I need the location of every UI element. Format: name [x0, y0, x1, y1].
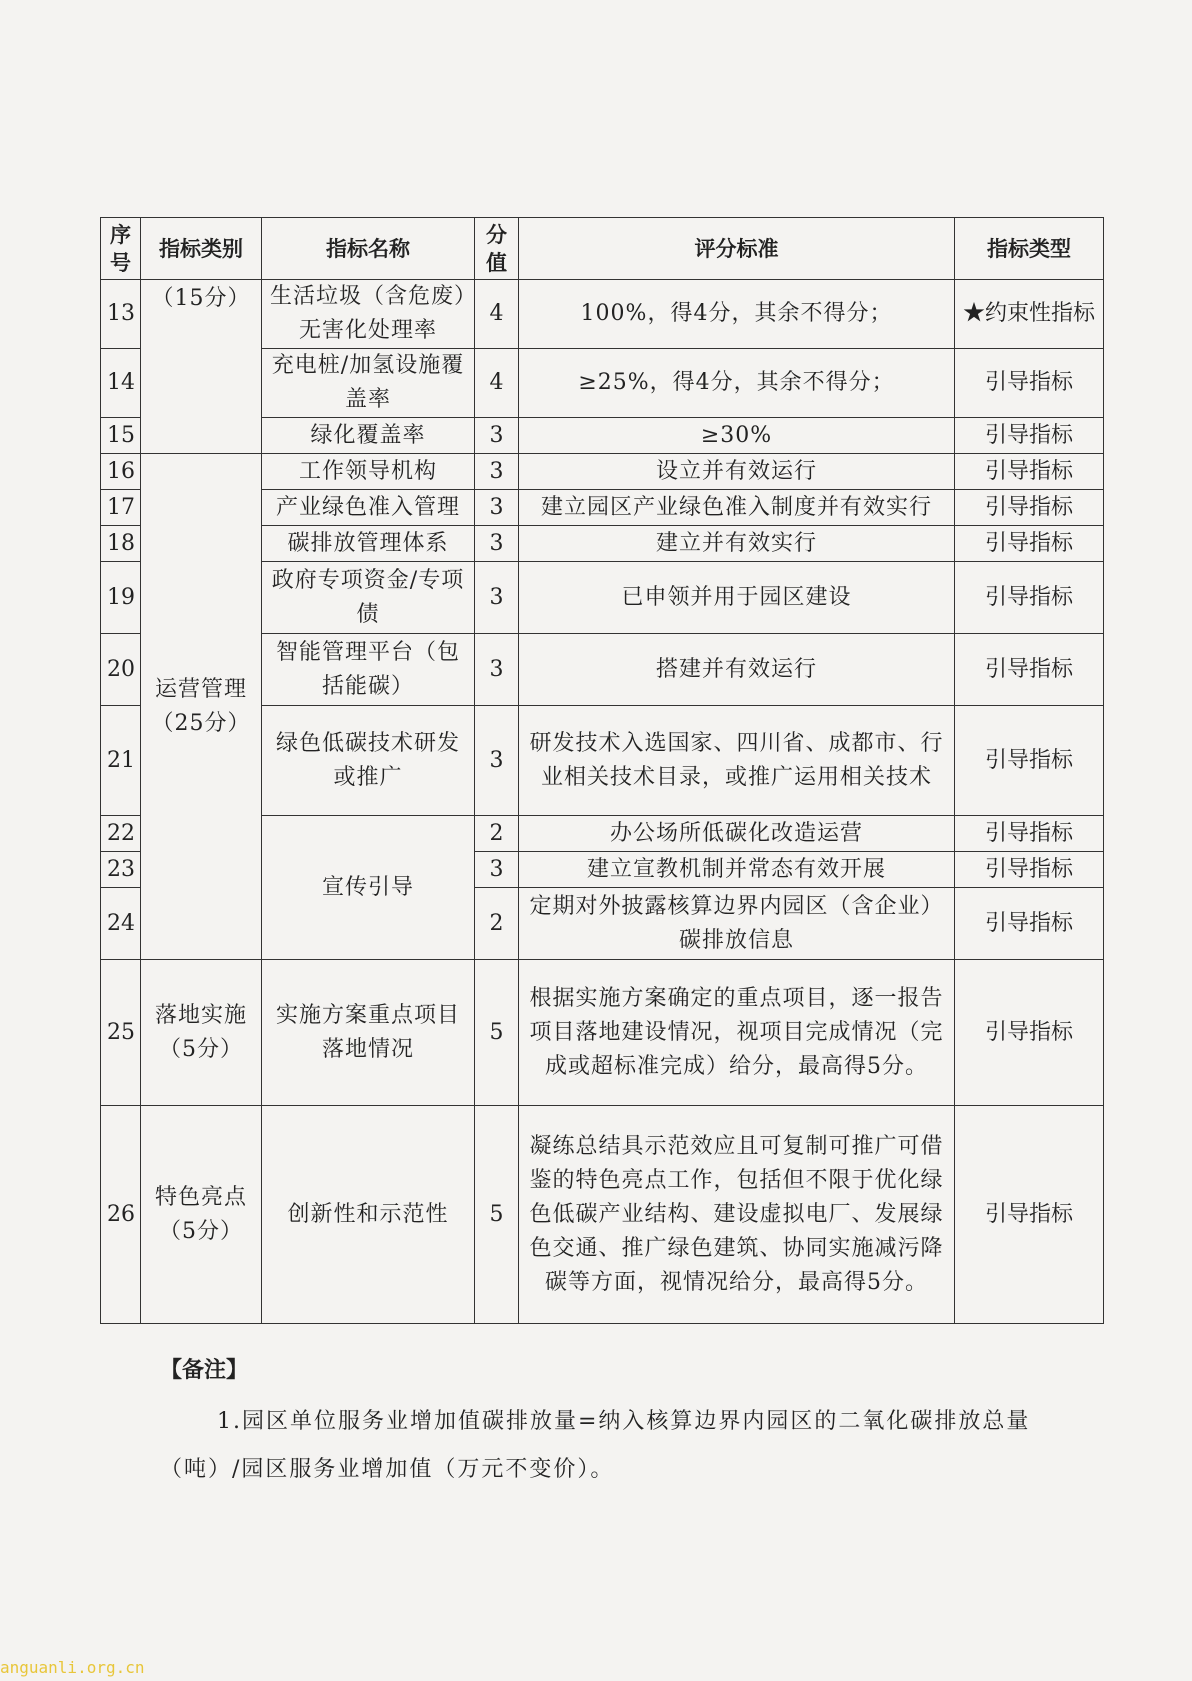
- row-seq: 18: [101, 526, 141, 562]
- header-score: 分 值: [475, 218, 519, 280]
- indicator-score: 3: [475, 634, 519, 706]
- indicator-type: 引导指标: [955, 888, 1104, 960]
- scoring-criteria: 研发技术入选国家、四川省、成都市、行业相关技术目录，或推广运用相关技术: [519, 706, 955, 816]
- header-type: 指标类型: [955, 218, 1104, 280]
- indicator-type: 引导指标: [955, 562, 1104, 634]
- indicator-type: 引导指标: [955, 852, 1104, 888]
- scoring-criteria: ≥30%: [519, 418, 955, 454]
- table-row: [101, 960, 1104, 1106]
- indicator-score: 3: [475, 562, 519, 634]
- table-row: [101, 1106, 1104, 1324]
- indicator-score: 3: [475, 454, 519, 490]
- table-row: [101, 454, 1104, 490]
- category-score: （5分）: [159, 1036, 243, 1062]
- scoring-criteria: 设立并有效运行: [519, 454, 955, 490]
- category-score: （5分）: [159, 1218, 243, 1244]
- indicator-name: 充电桩/加氢设施覆盖率: [262, 349, 475, 418]
- indicator-type: 引导指标: [955, 418, 1104, 454]
- indicator-score: 3: [475, 852, 519, 888]
- scoring-table: [100, 217, 1104, 1324]
- indicator-type: 引导指标: [955, 634, 1104, 706]
- scoring-criteria: 根据实施方案确定的重点项目，逐一报告项目落地建设情况，视项目完成情况（完成或超标准完成）给分，最高得5分。: [519, 960, 955, 1106]
- scoring-criteria: 建立宣教机制并常态有效开展: [519, 852, 955, 888]
- indicator-score: 4: [475, 280, 519, 349]
- category-name: 运营管理: [154, 676, 247, 702]
- indicator-type: 引导指标: [955, 454, 1104, 490]
- notes-title: 【备注】: [160, 1358, 249, 1383]
- scoring-criteria: 已申领并用于园区建设: [519, 562, 955, 634]
- row-seq: 19: [101, 562, 141, 634]
- indicator-name: 政府专项资金/专项债: [262, 562, 475, 634]
- indicator-type: 引导指标: [955, 960, 1104, 1106]
- indicator-name: 绿色低碳技术研发或推广: [262, 706, 475, 816]
- scoring-criteria: 100%，得4分，其余不得分；: [519, 280, 955, 349]
- indicator-name: 产业绿色准入管理: [262, 490, 475, 526]
- indicator-score: 5: [475, 1106, 519, 1324]
- indicator-name: 创新性和示范性: [262, 1106, 475, 1324]
- indicator-name: 宣传引导: [262, 816, 475, 960]
- scoring-criteria: 定期对外披露核算边界内园区（含企业）碳排放信息: [519, 888, 955, 960]
- indicator-score: 3: [475, 490, 519, 526]
- row-seq: 26: [101, 1106, 141, 1324]
- row-seq: 21: [101, 706, 141, 816]
- indicator-type: 引导指标: [955, 1106, 1104, 1324]
- scoring-criteria: 建立园区产业绿色准入制度并有效实行: [519, 490, 955, 526]
- category-score: （25分）: [151, 710, 251, 736]
- row-seq: 23: [101, 852, 141, 888]
- indicator-score: 3: [475, 706, 519, 816]
- indicator-name: 实施方案重点项目落地情况: [262, 960, 475, 1106]
- row-seq: 13: [101, 280, 141, 349]
- category-name: 落地实施: [154, 1002, 247, 1028]
- indicator-score: 2: [475, 816, 519, 852]
- indicator-type: ★约束性指标: [955, 280, 1104, 349]
- header-seq: 序 号: [101, 218, 141, 280]
- scoring-criteria: 办公场所低碳化改造运营: [519, 816, 955, 852]
- indicator-type: 引导指标: [955, 816, 1104, 852]
- row-seq: 22: [101, 816, 141, 852]
- row-seq: 20: [101, 634, 141, 706]
- indicator-name: 生活垃圾（含危废）无害化处理率: [262, 280, 475, 349]
- row-seq: 14: [101, 349, 141, 418]
- row-seq: 25: [101, 960, 141, 1106]
- indicator-name: 工作领导机构: [262, 454, 475, 490]
- watermark-text: anguanli.org.cn: [0, 1658, 145, 1677]
- category-cell: （15分）: [141, 280, 262, 454]
- indicator-score: 2: [475, 888, 519, 960]
- indicator-name: 碳排放管理体系: [262, 526, 475, 562]
- category-cell: [141, 960, 262, 1106]
- header-name: 指标名称: [262, 218, 475, 280]
- row-seq: 17: [101, 490, 141, 526]
- header-criteria: 评分标准: [519, 218, 955, 280]
- scoring-criteria: 凝练总结具示范效应且可复制可推广可借鉴的特色亮点工作，包括但不限于优化绿色低碳产业结构、建设虚拟电厂、发展绿色交通、推广绿色建筑、协同实施减污降碳等方面，视情况给分，最高得5分。: [519, 1106, 955, 1324]
- header-category: 指标类别: [141, 218, 262, 280]
- indicator-type: 引导指标: [955, 526, 1104, 562]
- scoring-criteria: ≥25%，得4分，其余不得分；: [519, 349, 955, 418]
- indicator-name: 绿化覆盖率: [262, 418, 475, 454]
- indicator-score: 3: [475, 418, 519, 454]
- notes-line-2: （吨）/园区服务业增加值（万元不变价）。: [160, 1457, 615, 1482]
- scoring-criteria: 搭建并有效运行: [519, 634, 955, 706]
- scoring-criteria: 建立并有效实行: [519, 526, 955, 562]
- table-row: [101, 280, 1104, 349]
- indicator-type: 引导指标: [955, 490, 1104, 526]
- indicator-score: 4: [475, 349, 519, 418]
- indicator-score: 3: [475, 526, 519, 562]
- indicator-type: 引导指标: [955, 706, 1104, 816]
- indicator-score: 5: [475, 960, 519, 1106]
- category-cell: [141, 454, 262, 960]
- row-seq: 24: [101, 888, 141, 960]
- row-seq: 16: [101, 454, 141, 490]
- indicator-name: 智能管理平台（包括能碳）: [262, 634, 475, 706]
- indicator-type: 引导指标: [955, 349, 1104, 418]
- category-name: 特色亮点: [154, 1184, 247, 1210]
- table-header-row: [101, 218, 1104, 280]
- notes-line-1: 1.园区单位服务业增加值碳排放量=纳入核算边界内园区的二氧化碳排放总量: [217, 1409, 1031, 1434]
- row-seq: 15: [101, 418, 141, 454]
- category-cell: [141, 1106, 262, 1324]
